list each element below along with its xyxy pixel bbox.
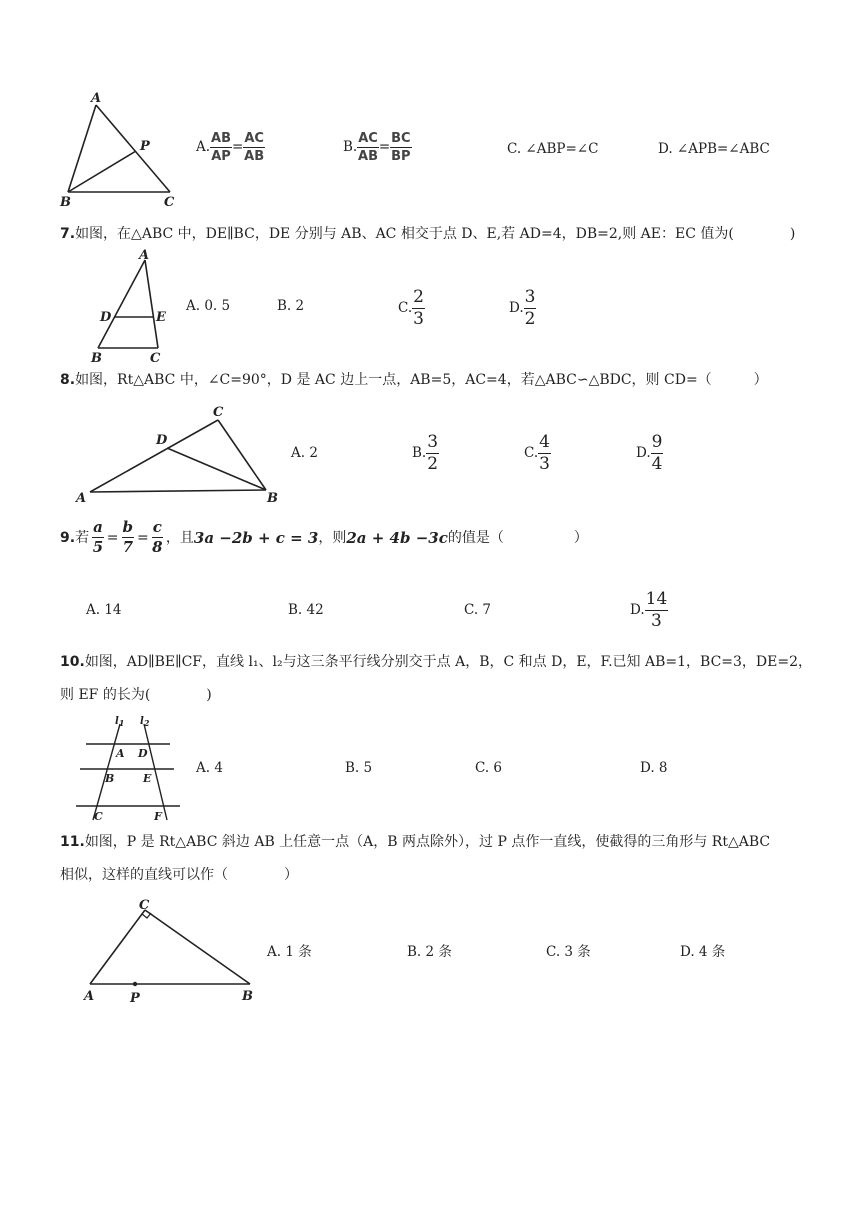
- q10-label-b: B: [105, 772, 115, 785]
- q8-option-a[interactable]: A. 2: [291, 445, 318, 461]
- q11-label-c: C: [139, 898, 150, 913]
- q6-option-b-frac1: [357, 132, 379, 163]
- q7-label-c: C: [150, 351, 161, 366]
- q9-fraction-c-den: 8: [152, 538, 163, 556]
- q6-figure: [58, 88, 178, 210]
- q6-option-a[interactable]: [196, 132, 265, 163]
- q7-option-b[interactable]: B. 2: [277, 298, 305, 314]
- q6-option-a-prefix: A.: [196, 139, 211, 155]
- q7-option-c-den: 3: [413, 309, 424, 329]
- q6-label-c: C: [164, 195, 175, 210]
- q7-label-b: B: [91, 351, 102, 366]
- q11-text-line2: 相似，这样的直线可以作（ ）: [60, 867, 298, 883]
- q11-right-angle-mark: [142, 913, 151, 918]
- q6-segment-bp: [68, 151, 136, 192]
- q11-option-a[interactable]: A. 1 条: [267, 944, 312, 960]
- q11-option-c[interactable]: C. 3 条: [546, 944, 591, 960]
- q10-figure: [74, 714, 184, 824]
- q9-option-d-num: 14: [645, 589, 668, 609]
- q11-option-d[interactable]: D. 4 条: [680, 944, 726, 960]
- q7-option-d-prefix: D.: [509, 300, 524, 316]
- q11-text-line1: 如图，P 是 Rt△ABC 斜边 AB 上任意一点（A，B 两点除外），过 P 点作一直线，使截得的三角形与 Rt△ABC: [84, 834, 771, 850]
- q6-side-ac: [96, 105, 170, 192]
- q9-fraction-a: [92, 520, 104, 555]
- q8-text: 如图，Rt△ABC 中，∠C=90°，D 是 AC 边上一点，AB=5，AC=4，若△ABC∽△BDC，则 CD=（ ）: [75, 372, 768, 388]
- q9-fraction-b-den: 7: [122, 538, 133, 556]
- q6-option-d[interactable]: D. ∠APB=∠ABC: [658, 141, 770, 157]
- q6-option-a-num1: AB: [211, 131, 232, 146]
- q7-option-d[interactable]: [509, 289, 536, 328]
- q7-label-e: E: [156, 310, 166, 325]
- q6-option-a-eq: =: [232, 139, 244, 155]
- q8-label-c: C: [213, 405, 224, 420]
- q7-option-c-frac: [412, 289, 425, 328]
- q7-option-c[interactable]: [398, 289, 425, 328]
- q11-point-p: [133, 982, 137, 986]
- q8-label-a: A: [76, 491, 87, 506]
- q8-label-d: D: [156, 433, 168, 448]
- q9-expression-condition: 3a −2b + c = 3: [193, 528, 319, 547]
- q6-option-a-num2: AC: [244, 131, 264, 146]
- q9-fraction-a-num: a: [93, 518, 103, 536]
- q6-label-b: B: [60, 195, 71, 210]
- q7-label-d: D: [100, 310, 112, 325]
- q8-option-b-prefix: B.: [412, 445, 427, 461]
- q8-option-d-frac: [651, 434, 664, 473]
- q6-option-a-den1: AP: [211, 149, 231, 164]
- q9-fraction-c-num: c: [152, 518, 162, 536]
- q8-question: [60, 369, 820, 391]
- q6-option-b-frac2: [390, 132, 411, 163]
- q6-option-c[interactable]: C. ∠ABP=∠C: [507, 141, 599, 157]
- q9-eq1: =: [106, 529, 119, 546]
- q11-side-ac: [90, 910, 145, 984]
- q6-option-b-den1: AB: [358, 149, 379, 164]
- q9-fraction-a-den: 5: [92, 538, 104, 556]
- q10-text-line2: 则 EF 的长为( ): [60, 687, 212, 703]
- q6-label-a: A: [91, 91, 102, 106]
- q6-option-b-num2: BC: [391, 131, 411, 146]
- q10-option-b[interactable]: B. 5: [345, 760, 373, 776]
- q9-option-a[interactable]: A. 14: [86, 602, 122, 618]
- q7-number: 7.: [60, 226, 76, 242]
- q6-label-p: P: [140, 139, 150, 154]
- q10-option-c[interactable]: C. 6: [475, 760, 503, 776]
- q8-side-ab: [90, 490, 266, 492]
- q10-label-c: C: [94, 810, 103, 823]
- q8-option-d-den: 4: [651, 454, 663, 474]
- q7-option-c-prefix: C.: [398, 300, 413, 316]
- q6-option-b-num1: AC: [358, 131, 378, 146]
- q8-option-c-num: 4: [539, 432, 550, 452]
- q6-option-b-eq: =: [378, 139, 391, 155]
- q10-text-line1: 如图，AD∥BE∥CF，直线 l₁、l₂与这三条平行线分别交于点 A，B，C 和点 D，E，F.已知 AB=1，BC=3，DE=2，: [84, 654, 812, 670]
- q7-figure: [86, 248, 176, 366]
- q9-text-mid: ，且: [165, 529, 194, 546]
- q8-option-c-den: 3: [539, 454, 550, 474]
- q6-option-a-frac2: [243, 132, 265, 163]
- q10-number: 10.: [60, 654, 85, 670]
- q8-side-ac: [90, 420, 218, 492]
- q8-option-b-num: 3: [427, 432, 439, 452]
- q8-option-c[interactable]: [524, 434, 551, 473]
- q6-side-ab: [68, 105, 96, 192]
- q8-option-c-frac: [538, 434, 551, 473]
- q8-label-b: B: [267, 491, 278, 506]
- q10-question: [60, 651, 840, 706]
- q11-label-a: A: [84, 989, 95, 1004]
- q11-label-p: P: [130, 991, 140, 1006]
- q11-side-cb: [145, 910, 250, 984]
- q6-option-b-den2: BP: [391, 149, 411, 164]
- q9-fraction-c: [152, 520, 163, 555]
- q8-option-b-den: 2: [427, 454, 439, 474]
- q7-side-ac: [145, 260, 158, 348]
- q11-figure: [78, 893, 268, 1013]
- q7-option-d-den: 2: [524, 309, 536, 329]
- q6-option-b[interactable]: [343, 132, 412, 163]
- q9-fraction-b-num: b: [122, 518, 134, 536]
- q9-option-d-prefix: D.: [630, 602, 645, 618]
- q11-number: 11.: [60, 834, 85, 850]
- q10-label-l2: $l_2$: [140, 716, 150, 728]
- q10-label-l1: $l_1$: [115, 716, 125, 728]
- q11-question: [60, 831, 840, 886]
- q10-option-d[interactable]: D. 8: [640, 760, 668, 776]
- q9-question: [60, 520, 588, 555]
- q11-option-b[interactable]: B. 2 条: [407, 944, 452, 960]
- q7-option-d-frac: [524, 289, 537, 328]
- q8-number: 8.: [60, 372, 76, 388]
- q9-option-d[interactable]: [630, 591, 668, 630]
- q8-option-d-num: 9: [651, 432, 663, 452]
- q6-option-a-frac1: [210, 132, 232, 163]
- q7-side-ab: [98, 260, 145, 348]
- q10-label-a: A: [116, 747, 125, 760]
- q9-text-mid2: ，则: [318, 529, 347, 546]
- q10-label-e: E: [143, 772, 152, 785]
- q9-text-before: 若: [75, 529, 90, 546]
- q8-option-d[interactable]: [636, 434, 663, 473]
- q7-option-a[interactable]: A. 0. 5: [186, 298, 231, 314]
- q9-text-after: 的值是（ ）: [447, 529, 588, 546]
- q7-label-a: A: [139, 248, 150, 263]
- q7-text: 如图，在△ABC 中，DE∥BC，DE 分别与 AB、AC 相交于点 D、E,若 AD=4，DB=2,则 AE：EC 值为( ): [75, 226, 796, 242]
- q8-option-d-prefix: D.: [636, 445, 651, 461]
- q6-option-b-prefix: B.: [343, 139, 358, 155]
- q7-question: [60, 223, 820, 245]
- q10-label-f: F: [154, 810, 162, 823]
- q11-label-b: B: [242, 989, 253, 1004]
- q9-eq2: =: [137, 529, 149, 546]
- q10-label-d: D: [138, 747, 148, 760]
- q10-option-a[interactable]: A. 4: [196, 760, 223, 776]
- q9-fraction-b: [122, 520, 135, 555]
- q8-option-b-frac: [426, 434, 439, 473]
- q9-option-b[interactable]: B. 42: [288, 602, 324, 618]
- q9-expression-target: 2a + 4b −3c: [346, 528, 448, 547]
- q8-figure: [70, 398, 280, 506]
- q9-number: 9.: [60, 529, 76, 546]
- q8-option-b[interactable]: [412, 434, 439, 473]
- q9-option-c[interactable]: C. 7: [464, 602, 492, 618]
- q9-option-d-frac: [645, 591, 669, 630]
- q9-option-d-den: 3: [651, 611, 662, 631]
- q6-option-a-den2: AB: [244, 149, 265, 164]
- q7-option-d-num: 3: [524, 287, 536, 307]
- q7-option-c-num: 2: [413, 287, 424, 307]
- q8-option-c-prefix: C.: [524, 445, 539, 461]
